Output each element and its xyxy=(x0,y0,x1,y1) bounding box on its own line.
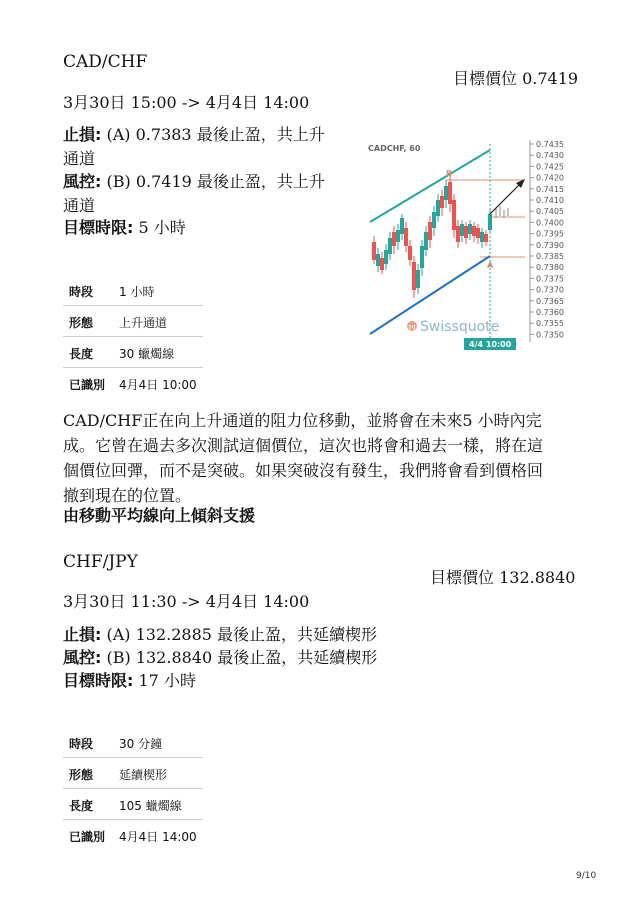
tick-label: 0.7375 xyxy=(536,274,564,284)
row-value: 1 小時 xyxy=(119,285,155,299)
row-value: 4月4日 10:00 xyxy=(119,378,197,392)
stop-loss-text xyxy=(63,123,353,147)
target-time-text xyxy=(63,216,186,240)
time-value: 17 小時 xyxy=(133,671,196,690)
row-key: 時段 xyxy=(69,737,94,751)
target-time-text-2 xyxy=(63,669,196,693)
row-value: 延續楔形 xyxy=(119,768,168,782)
row-value: 上升通道 xyxy=(119,316,168,330)
tick-label: 0.7405 xyxy=(536,207,564,217)
target-price-2: 目標價位 132.8840 xyxy=(430,568,576,587)
tick-label: 0.7420 xyxy=(536,173,564,183)
tick-label: 0.7400 xyxy=(536,218,564,228)
risk-value: (B) 0.7419 最後止盈，共上升 xyxy=(101,172,325,191)
tick-label: 0.7385 xyxy=(536,252,564,261)
risk-label: 風控: xyxy=(63,172,102,191)
tick-label: 0.7360 xyxy=(536,308,564,317)
tick-label: 0.7370 xyxy=(536,285,564,295)
row-key: 已識別 xyxy=(69,378,106,392)
info-table-2 xyxy=(63,727,203,850)
row-value: 4月4日 14:00 xyxy=(119,830,197,844)
time-value: 5 小時 xyxy=(133,218,186,237)
pair-title: CAD/CHF xyxy=(63,52,148,72)
marker-b: B xyxy=(446,169,453,178)
paragraph-line: 個價位回彈，而不是突破。如果突破沒有發生，我們將會看到價格回 xyxy=(63,461,544,480)
tick-label: 0.7355 xyxy=(536,319,564,329)
tick-label: 0.7425 xyxy=(536,162,564,172)
marker-a: A xyxy=(487,261,494,270)
tick-label: 0.7390 xyxy=(536,240,564,250)
tick-label: 0.7350 xyxy=(536,330,564,340)
table-row xyxy=(63,275,203,306)
table-row xyxy=(63,368,203,398)
date-range-2: 3月30日 11:30 -> 4月4日 14:00 xyxy=(63,592,310,611)
stop-loss-text-cont: 通道 xyxy=(63,149,96,168)
tick-label: 0.7435 xyxy=(536,140,564,149)
row-value: 105 蠟燭線 xyxy=(119,799,182,813)
row-key: 時段 xyxy=(69,285,94,299)
tick-label: 0.7380 xyxy=(536,263,564,273)
row-key: 長度 xyxy=(69,799,94,813)
risk-label: 風控: xyxy=(63,648,102,667)
table-row xyxy=(63,789,203,820)
stop-label: 止損: xyxy=(63,125,102,144)
row-key: 形態 xyxy=(69,316,94,330)
tick-label: 0.7365 xyxy=(536,296,564,306)
row-value: 30 分鐘 xyxy=(119,737,163,751)
price-chart xyxy=(362,136,572,352)
row-key: 形態 xyxy=(69,768,94,782)
risk-control-text-cont: 通道 xyxy=(63,196,96,215)
table-row xyxy=(63,727,203,758)
tick-label: 0.7415 xyxy=(536,184,564,194)
table-row xyxy=(63,820,203,850)
row-value: 30 蠟燭線 xyxy=(119,347,175,361)
page-number: 9/10 xyxy=(576,871,597,881)
risk-value: (B) 132.8840 最後止盈，共延續楔形 xyxy=(101,648,378,667)
watermark: Swissquote xyxy=(420,319,500,335)
stop-label: 止損: xyxy=(63,625,102,644)
chart-symbol: CADCHF, 60 xyxy=(368,144,421,153)
swissquote-logo-text: sq xyxy=(408,323,416,331)
table-row xyxy=(63,306,203,337)
paragraph-line: 撤到現在的位置。 xyxy=(63,486,192,505)
pair-title-2: CHF/JPY xyxy=(63,552,138,572)
stop-value: (A) 132.2885 最後止盈，共延續楔形 xyxy=(101,625,378,644)
stop-loss-text-2 xyxy=(63,623,377,647)
time-label: 目標時限: xyxy=(63,218,134,237)
time-label: 目標時限: xyxy=(63,671,134,690)
row-key: 長度 xyxy=(69,347,94,361)
table-row xyxy=(63,758,203,789)
time-label: 4/4 10:00 xyxy=(469,340,512,349)
tick-label: 0.7430 xyxy=(536,151,564,161)
paragraph-line: CAD/CHF正在向上升通道的阻力位移動，並將會在未來5 小時內完 xyxy=(63,411,542,430)
tick-label: 0.7395 xyxy=(536,229,564,239)
risk-control-text xyxy=(63,170,353,194)
analysis-paragraph xyxy=(63,408,573,508)
info-table xyxy=(63,275,203,398)
risk-control-text-2 xyxy=(63,646,377,670)
tick-label: 0.7410 xyxy=(536,196,564,205)
target-price: 目標價位 0.7419 xyxy=(453,69,579,88)
paragraph-line: 成。它曾在過去多次測試這個價位，這次也將會和過去一樣，將在這 xyxy=(63,436,544,455)
subheading: 由移動平均線向上傾斜支援 xyxy=(63,506,256,525)
row-key: 已識別 xyxy=(69,830,106,844)
table-row xyxy=(63,337,203,368)
stop-value: (A) 0.7383 最後止盈，共上升 xyxy=(101,125,325,144)
date-range: 3月30日 15:00 -> 4月4日 14:00 xyxy=(63,93,310,112)
